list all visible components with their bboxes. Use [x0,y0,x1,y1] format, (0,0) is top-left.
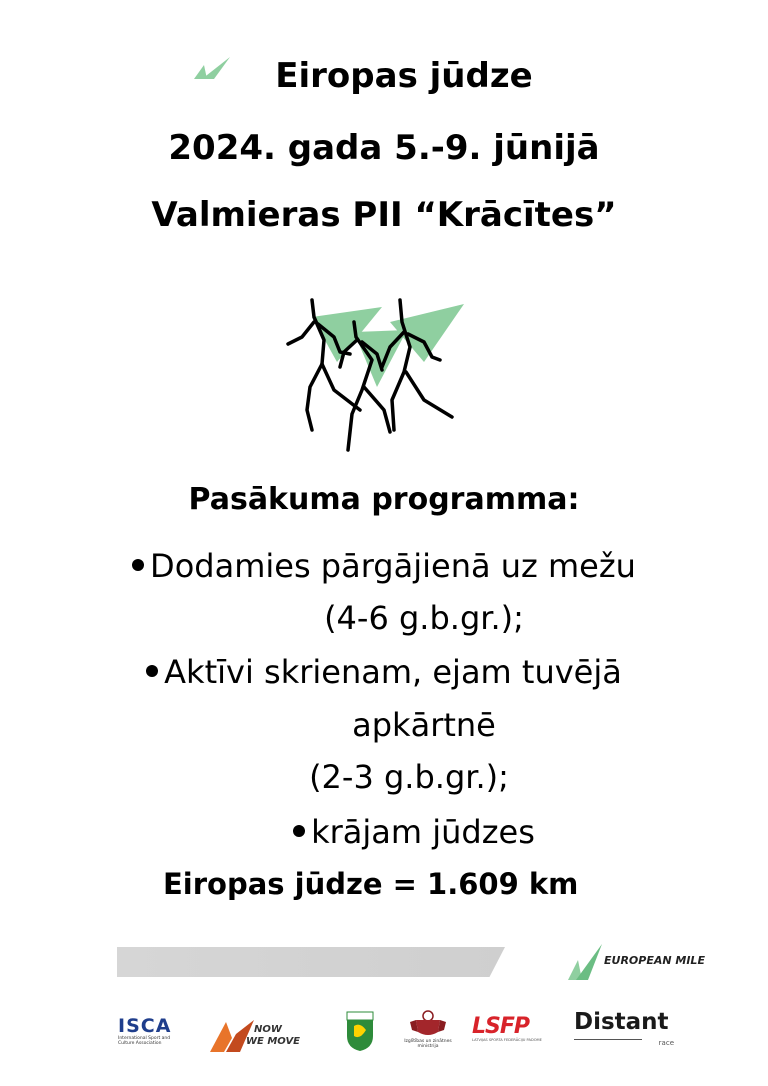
program-item-3 [0,812,768,852]
page-title: Eiropas jūdze [275,56,533,96]
distant-sub: race [658,1039,674,1047]
isca-sub: International Sport and Culture Association [118,1036,171,1046]
event-dates: 2024. gada 5.-9. jūnijā [168,128,600,168]
event-venue: Valmieras PII “Krācītes” [151,195,617,235]
bullet-icon [293,825,305,837]
mile-conversion-note: Eiropas jūdze = 1.609 km [163,867,579,901]
european-mile-label: EUROPEAN MILE [604,954,705,967]
lsfp-label: LSFP [472,1014,530,1039]
running-figures-illustration [282,292,472,452]
now-we-move-logo [208,1018,303,1054]
now-we-move-label-2: WE MOVE [246,1036,301,1047]
lsa-shield-icon [345,1010,375,1052]
bullet-icon [146,665,158,677]
lsfp-logo [472,1016,548,1048]
program-item-2 [0,652,768,692]
program-item-2-text: Aktīvi skrienam, ejam tuvējā [164,653,622,691]
program-item-1 [0,546,768,586]
lsfp-sub: LATVIJAS SPORTA FEDERĀCIJU PADOME [472,1038,542,1042]
footer-band [117,947,505,977]
coat-of-arms-icon [408,1010,448,1038]
bullet-icon [132,559,144,571]
program-item-3-text: krājam jūdzes [311,813,535,851]
isca-logo [118,1016,180,1056]
distant-underline [574,1039,642,1040]
distant-label: Distant [574,1009,669,1035]
distant-race-logo [574,1008,678,1050]
program-heading: Pasākuma programma: [188,482,580,517]
isca-label: ISCA [118,1015,172,1037]
now-we-move-label-1: NOW [254,1024,282,1035]
program-item-1-text: Dodamies pārgājienā uz mežu [150,547,636,585]
program-item-1-ages: (4-6 g.b.gr.); [324,599,524,637]
ministry-logo [402,1010,454,1054]
european-mile-icon [566,942,604,982]
program-item-2-cont: apkārtnē [352,706,496,744]
ministry-sub: Izglītības un zinātnes ministrija [404,1039,452,1049]
program-item-2-ages: (2-3 g.b.gr.); [309,758,509,796]
european-mile-logo [566,942,705,984]
